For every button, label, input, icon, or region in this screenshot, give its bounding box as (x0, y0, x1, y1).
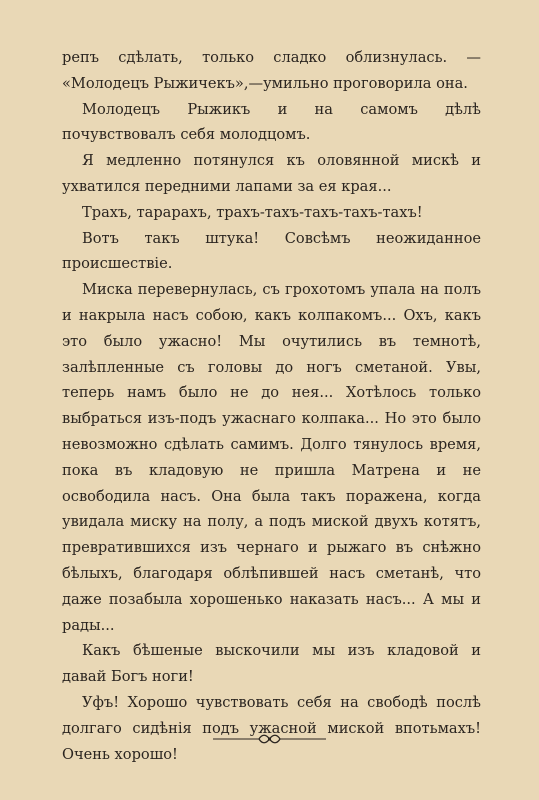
paragraph-3: Я медленно потянулся къ оловянной мискѣ и ухватился передними лапами за ея края... (62, 152, 481, 195)
paragraph-2: Молодецъ Рыжикъ и на самомъ дѣлѣ почувствовалъ себя молодцомъ. (62, 100, 481, 144)
paragraph-4: Трахъ, тарарахъ, трахъ-тахъ-тахъ-тахъ-тахъ! (82, 203, 423, 221)
paragraph-6: Миска перевернулась, съ грохотомъ упала на полъ и накрыла насъ собою, какъ колпакомъ... Охъ, какъ это было ужасно! Мы очутились въ темнотѣ, залѣпленные съ головы до ногъ сметаной. Увы, теперь намъ было не до нея... Хотѣлось только выбраться изъ-подъ ужаснаго колпака... Но это было невозможно сдѣлать самимъ. Долго тянулось время, пока въ кладовую не пришла Матрена и не освободила насъ. Она была такъ поражена, когда увидала миску на полу, а подъ миской двухъ котятъ, превратившихся изъ чернаго и рыжаго въ снѣжно бѣлыхъ, благодаря облѣпившей насъ сметанѣ, что даже позабыла хорошенько наказать насъ... А мы и рады... (62, 281, 481, 634)
page-text (62, 45, 481, 767)
paragraph-5: Вотъ такъ штука! Совсѣмъ неожиданное происшествіе. (62, 229, 481, 273)
divider-flourish-icon (213, 732, 326, 746)
paragraph-1: репъ сдѣлать, только сладко облизнулась. — «Молодецъ Рыжичекъ»,—умильно проговорила она. (62, 49, 481, 92)
paragraph-8: Уфъ! Хорошо чувствовать себя на свободѣ послѣ долгаго сидѣнія подъ ужасной миской впотьмахъ! Очень хорошо! (62, 693, 481, 763)
paragraph-7: Какъ бѣшеные выскочили мы изъ кладовой и давай Богъ ноги! (62, 642, 481, 686)
